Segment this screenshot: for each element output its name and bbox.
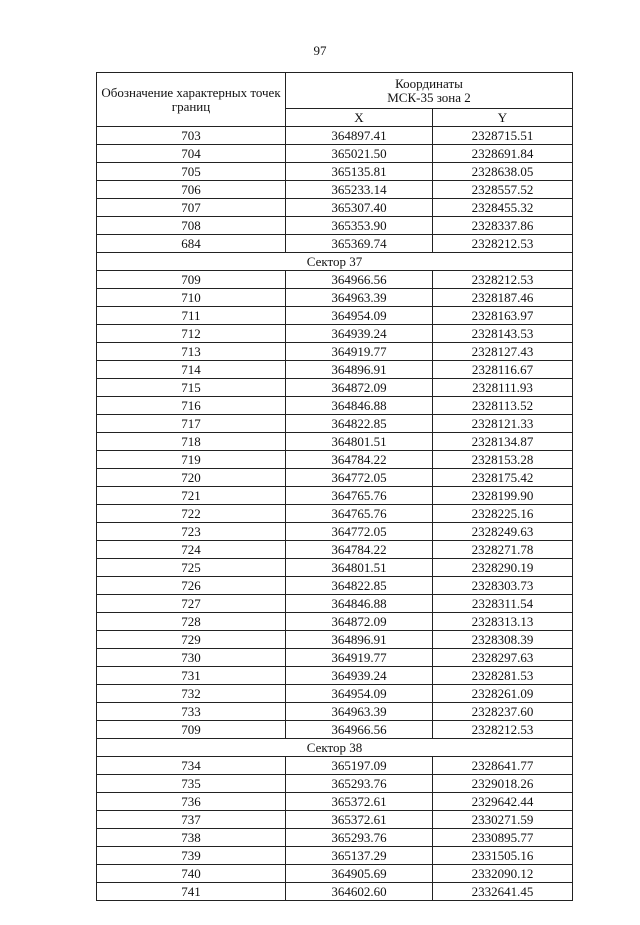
table-row: [97, 451, 573, 469]
point-id-cell: 740: [97, 865, 286, 883]
point-id-cell: 723: [97, 523, 286, 541]
y-coordinate-cell: 2332090.12: [433, 865, 573, 883]
table-row: [97, 703, 573, 721]
table-row: [97, 667, 573, 685]
table-row: [97, 613, 573, 631]
point-id-cell: 737: [97, 811, 286, 829]
table-row: [97, 541, 573, 559]
y-coordinate-cell: 2328127.43: [433, 343, 573, 361]
y-coordinate-cell: 2328153.28: [433, 451, 573, 469]
x-coordinate-cell: 364801.51: [286, 433, 433, 451]
x-coordinate-cell: 364784.22: [286, 451, 433, 469]
table-row: [97, 757, 573, 775]
coordinates-header: [286, 73, 573, 109]
point-id-cell: 729: [97, 631, 286, 649]
sector-label: Сектор 37: [97, 253, 573, 271]
y-column-header: Y: [433, 109, 573, 127]
y-coordinate-cell: 2328212.53: [433, 721, 573, 739]
x-coordinate-cell: 365372.61: [286, 811, 433, 829]
y-coordinate-cell: 2328163.97: [433, 307, 573, 325]
y-coordinate-cell: 2328281.53: [433, 667, 573, 685]
point-id-cell: 735: [97, 775, 286, 793]
table-row: [97, 271, 573, 289]
y-coordinate-cell: 2328638.05: [433, 163, 573, 181]
table-row: [97, 865, 573, 883]
x-coordinate-cell: 365197.09: [286, 757, 433, 775]
x-coordinate-cell: 364896.91: [286, 361, 433, 379]
point-id-cell: 736: [97, 793, 286, 811]
y-coordinate-cell: 2328212.53: [433, 271, 573, 289]
y-coordinate-cell: 2328121.33: [433, 415, 573, 433]
y-coordinate-cell: 2328249.63: [433, 523, 573, 541]
point-id-cell: 684: [97, 235, 286, 253]
y-coordinate-cell: 2328212.53: [433, 235, 573, 253]
x-coordinate-cell: 364905.69: [286, 865, 433, 883]
y-coordinate-cell: 2328113.52: [433, 397, 573, 415]
point-id-cell: 720: [97, 469, 286, 487]
y-coordinate-cell: 2328111.93: [433, 379, 573, 397]
table-row: [97, 415, 573, 433]
x-coordinate-cell: 365137.29: [286, 847, 433, 865]
table-row: [97, 793, 573, 811]
x-coordinate-cell: 364872.09: [286, 613, 433, 631]
x-coordinate-cell: 364963.39: [286, 289, 433, 307]
point-id-cell: 719: [97, 451, 286, 469]
x-coordinate-cell: 364954.09: [286, 685, 433, 703]
point-id-cell: 709: [97, 721, 286, 739]
point-id-cell: 738: [97, 829, 286, 847]
table-row: [97, 217, 573, 235]
table-row: [97, 811, 573, 829]
point-id-cell: 726: [97, 577, 286, 595]
table-row: [97, 343, 573, 361]
point-id-cell: 717: [97, 415, 286, 433]
table-row: [97, 379, 573, 397]
point-id-cell: 709: [97, 271, 286, 289]
x-coordinate-cell: 364919.77: [286, 343, 433, 361]
y-coordinate-cell: 2328187.46: [433, 289, 573, 307]
y-coordinate-cell: 2328143.53: [433, 325, 573, 343]
point-id-cell: 716: [97, 397, 286, 415]
y-coordinate-cell: 2328261.09: [433, 685, 573, 703]
table-row: [97, 829, 573, 847]
table-row: [97, 181, 573, 199]
sector-label: Сектор 38: [97, 739, 573, 757]
point-id-cell: 705: [97, 163, 286, 181]
point-id-cell: 722: [97, 505, 286, 523]
sector-row: [97, 739, 573, 757]
point-id-cell: 711: [97, 307, 286, 325]
table-row: [97, 577, 573, 595]
x-coordinate-cell: 365353.90: [286, 217, 433, 235]
x-coordinate-cell: 365293.76: [286, 775, 433, 793]
point-id-cell: 707: [97, 199, 286, 217]
y-coordinate-cell: 2329642.44: [433, 793, 573, 811]
table-row: [97, 199, 573, 217]
x-coordinate-cell: 364602.60: [286, 883, 433, 901]
point-id-cell: 724: [97, 541, 286, 559]
y-coordinate-cell: 2328237.60: [433, 703, 573, 721]
y-coordinate-cell: 2328691.84: [433, 145, 573, 163]
point-id-cell: 732: [97, 685, 286, 703]
point-id-cell: 714: [97, 361, 286, 379]
point-id-cell: 718: [97, 433, 286, 451]
point-id-cell: 730: [97, 649, 286, 667]
page-number: 97: [313, 43, 327, 58]
point-id-cell: 708: [97, 217, 286, 235]
x-coordinate-cell: 365307.40: [286, 199, 433, 217]
x-coordinate-cell: 364784.22: [286, 541, 433, 559]
x-coordinate-cell: 364772.05: [286, 523, 433, 541]
coordinates-table: [96, 72, 573, 901]
point-id-cell: 734: [97, 757, 286, 775]
point-id-cell: 728: [97, 613, 286, 631]
y-coordinate-cell: 2331505.16: [433, 847, 573, 865]
table-row: [97, 559, 573, 577]
x-coordinate-cell: 364897.41: [286, 127, 433, 145]
y-coordinate-cell: 2328557.52: [433, 181, 573, 199]
y-coordinate-cell: 2328199.90: [433, 487, 573, 505]
table-row: [97, 127, 573, 145]
point-id-cell: 739: [97, 847, 286, 865]
x-coordinate-cell: 365021.50: [286, 145, 433, 163]
x-coordinate-cell: 364846.88: [286, 397, 433, 415]
x-coordinate-cell: 365293.76: [286, 829, 433, 847]
y-coordinate-cell: 2332641.45: [433, 883, 573, 901]
table-row: [97, 325, 573, 343]
sector-row: [97, 253, 573, 271]
x-coordinate-cell: 364939.24: [286, 667, 433, 685]
y-coordinate-cell: 2328175.42: [433, 469, 573, 487]
y-coordinate-cell: 2328455.32: [433, 199, 573, 217]
table-row: [97, 685, 573, 703]
point-id-cell: 741: [97, 883, 286, 901]
y-coordinate-cell: 2328337.86: [433, 217, 573, 235]
table-row: [97, 163, 573, 181]
y-coordinate-cell: 2330271.59: [433, 811, 573, 829]
x-coordinate-cell: 364966.56: [286, 721, 433, 739]
y-coordinate-cell: 2329018.26: [433, 775, 573, 793]
point-id-cell: 713: [97, 343, 286, 361]
point-id-cell: 704: [97, 145, 286, 163]
y-coordinate-cell: 2328303.73: [433, 577, 573, 595]
x-coordinate-cell: 364919.77: [286, 649, 433, 667]
x-coordinate-cell: 364772.05: [286, 469, 433, 487]
table-row: [97, 433, 573, 451]
x-coordinate-cell: 364954.09: [286, 307, 433, 325]
point-id-cell: 703: [97, 127, 286, 145]
y-coordinate-cell: 2328297.63: [433, 649, 573, 667]
x-coordinate-cell: 364896.91: [286, 631, 433, 649]
y-coordinate-cell: 2328308.39: [433, 631, 573, 649]
y-coordinate-cell: 2328271.78: [433, 541, 573, 559]
coordinate-system-label: МСК-35 зона 2: [387, 89, 471, 105]
point-id-cell: 706: [97, 181, 286, 199]
table-row: [97, 145, 573, 163]
table-row: [97, 649, 573, 667]
x-coordinate-cell: 365233.14: [286, 181, 433, 199]
x-coordinate-cell: 365372.61: [286, 793, 433, 811]
point-id-cell: 731: [97, 667, 286, 685]
x-coordinate-cell: 364872.09: [286, 379, 433, 397]
table-row: [97, 775, 573, 793]
x-coordinate-cell: 364963.39: [286, 703, 433, 721]
x-coordinate-cell: 364822.85: [286, 577, 433, 595]
y-coordinate-cell: 2328715.51: [433, 127, 573, 145]
table-body: [97, 127, 573, 901]
y-coordinate-cell: 2328641.77: [433, 757, 573, 775]
y-coordinate-cell: 2330895.77: [433, 829, 573, 847]
table-row: [97, 595, 573, 613]
point-id-cell: 727: [97, 595, 286, 613]
x-coordinate-cell: 365135.81: [286, 163, 433, 181]
x-coordinate-cell: 364765.76: [286, 487, 433, 505]
table-row: [97, 883, 573, 901]
x-coordinate-cell: 364801.51: [286, 559, 433, 577]
x-coordinate-cell: 364822.85: [286, 415, 433, 433]
table-row: [97, 721, 573, 739]
table-row: [97, 361, 573, 379]
table-row: [97, 523, 573, 541]
table-row: [97, 235, 573, 253]
point-id-cell: 715: [97, 379, 286, 397]
table-row: [97, 289, 573, 307]
x-coordinate-cell: 364765.76: [286, 505, 433, 523]
y-coordinate-cell: 2328313.13: [433, 613, 573, 631]
table-row: [97, 307, 573, 325]
point-id-cell: 733: [97, 703, 286, 721]
x-column-header: X: [286, 109, 433, 127]
point-id-cell: 725: [97, 559, 286, 577]
point-id-cell: 710: [97, 289, 286, 307]
table-row: [97, 631, 573, 649]
x-coordinate-cell: 364966.56: [286, 271, 433, 289]
y-coordinate-cell: 2328225.16: [433, 505, 573, 523]
x-coordinate-cell: 364846.88: [286, 595, 433, 613]
point-id-cell: 712: [97, 325, 286, 343]
point-column-header: Обозначение характерных точек границ: [97, 73, 286, 127]
table-row: [97, 397, 573, 415]
x-coordinate-cell: 365369.74: [286, 235, 433, 253]
point-id-cell: 721: [97, 487, 286, 505]
table-row: [97, 469, 573, 487]
x-coordinate-cell: 364939.24: [286, 325, 433, 343]
y-coordinate-cell: 2328290.19: [433, 559, 573, 577]
coordinates-title: Координаты: [395, 75, 463, 91]
y-coordinate-cell: 2328116.67: [433, 361, 573, 379]
table-row: [97, 847, 573, 865]
table-row: [97, 487, 573, 505]
y-coordinate-cell: 2328134.87: [433, 433, 573, 451]
y-coordinate-cell: 2328311.54: [433, 595, 573, 613]
table-row: [97, 505, 573, 523]
